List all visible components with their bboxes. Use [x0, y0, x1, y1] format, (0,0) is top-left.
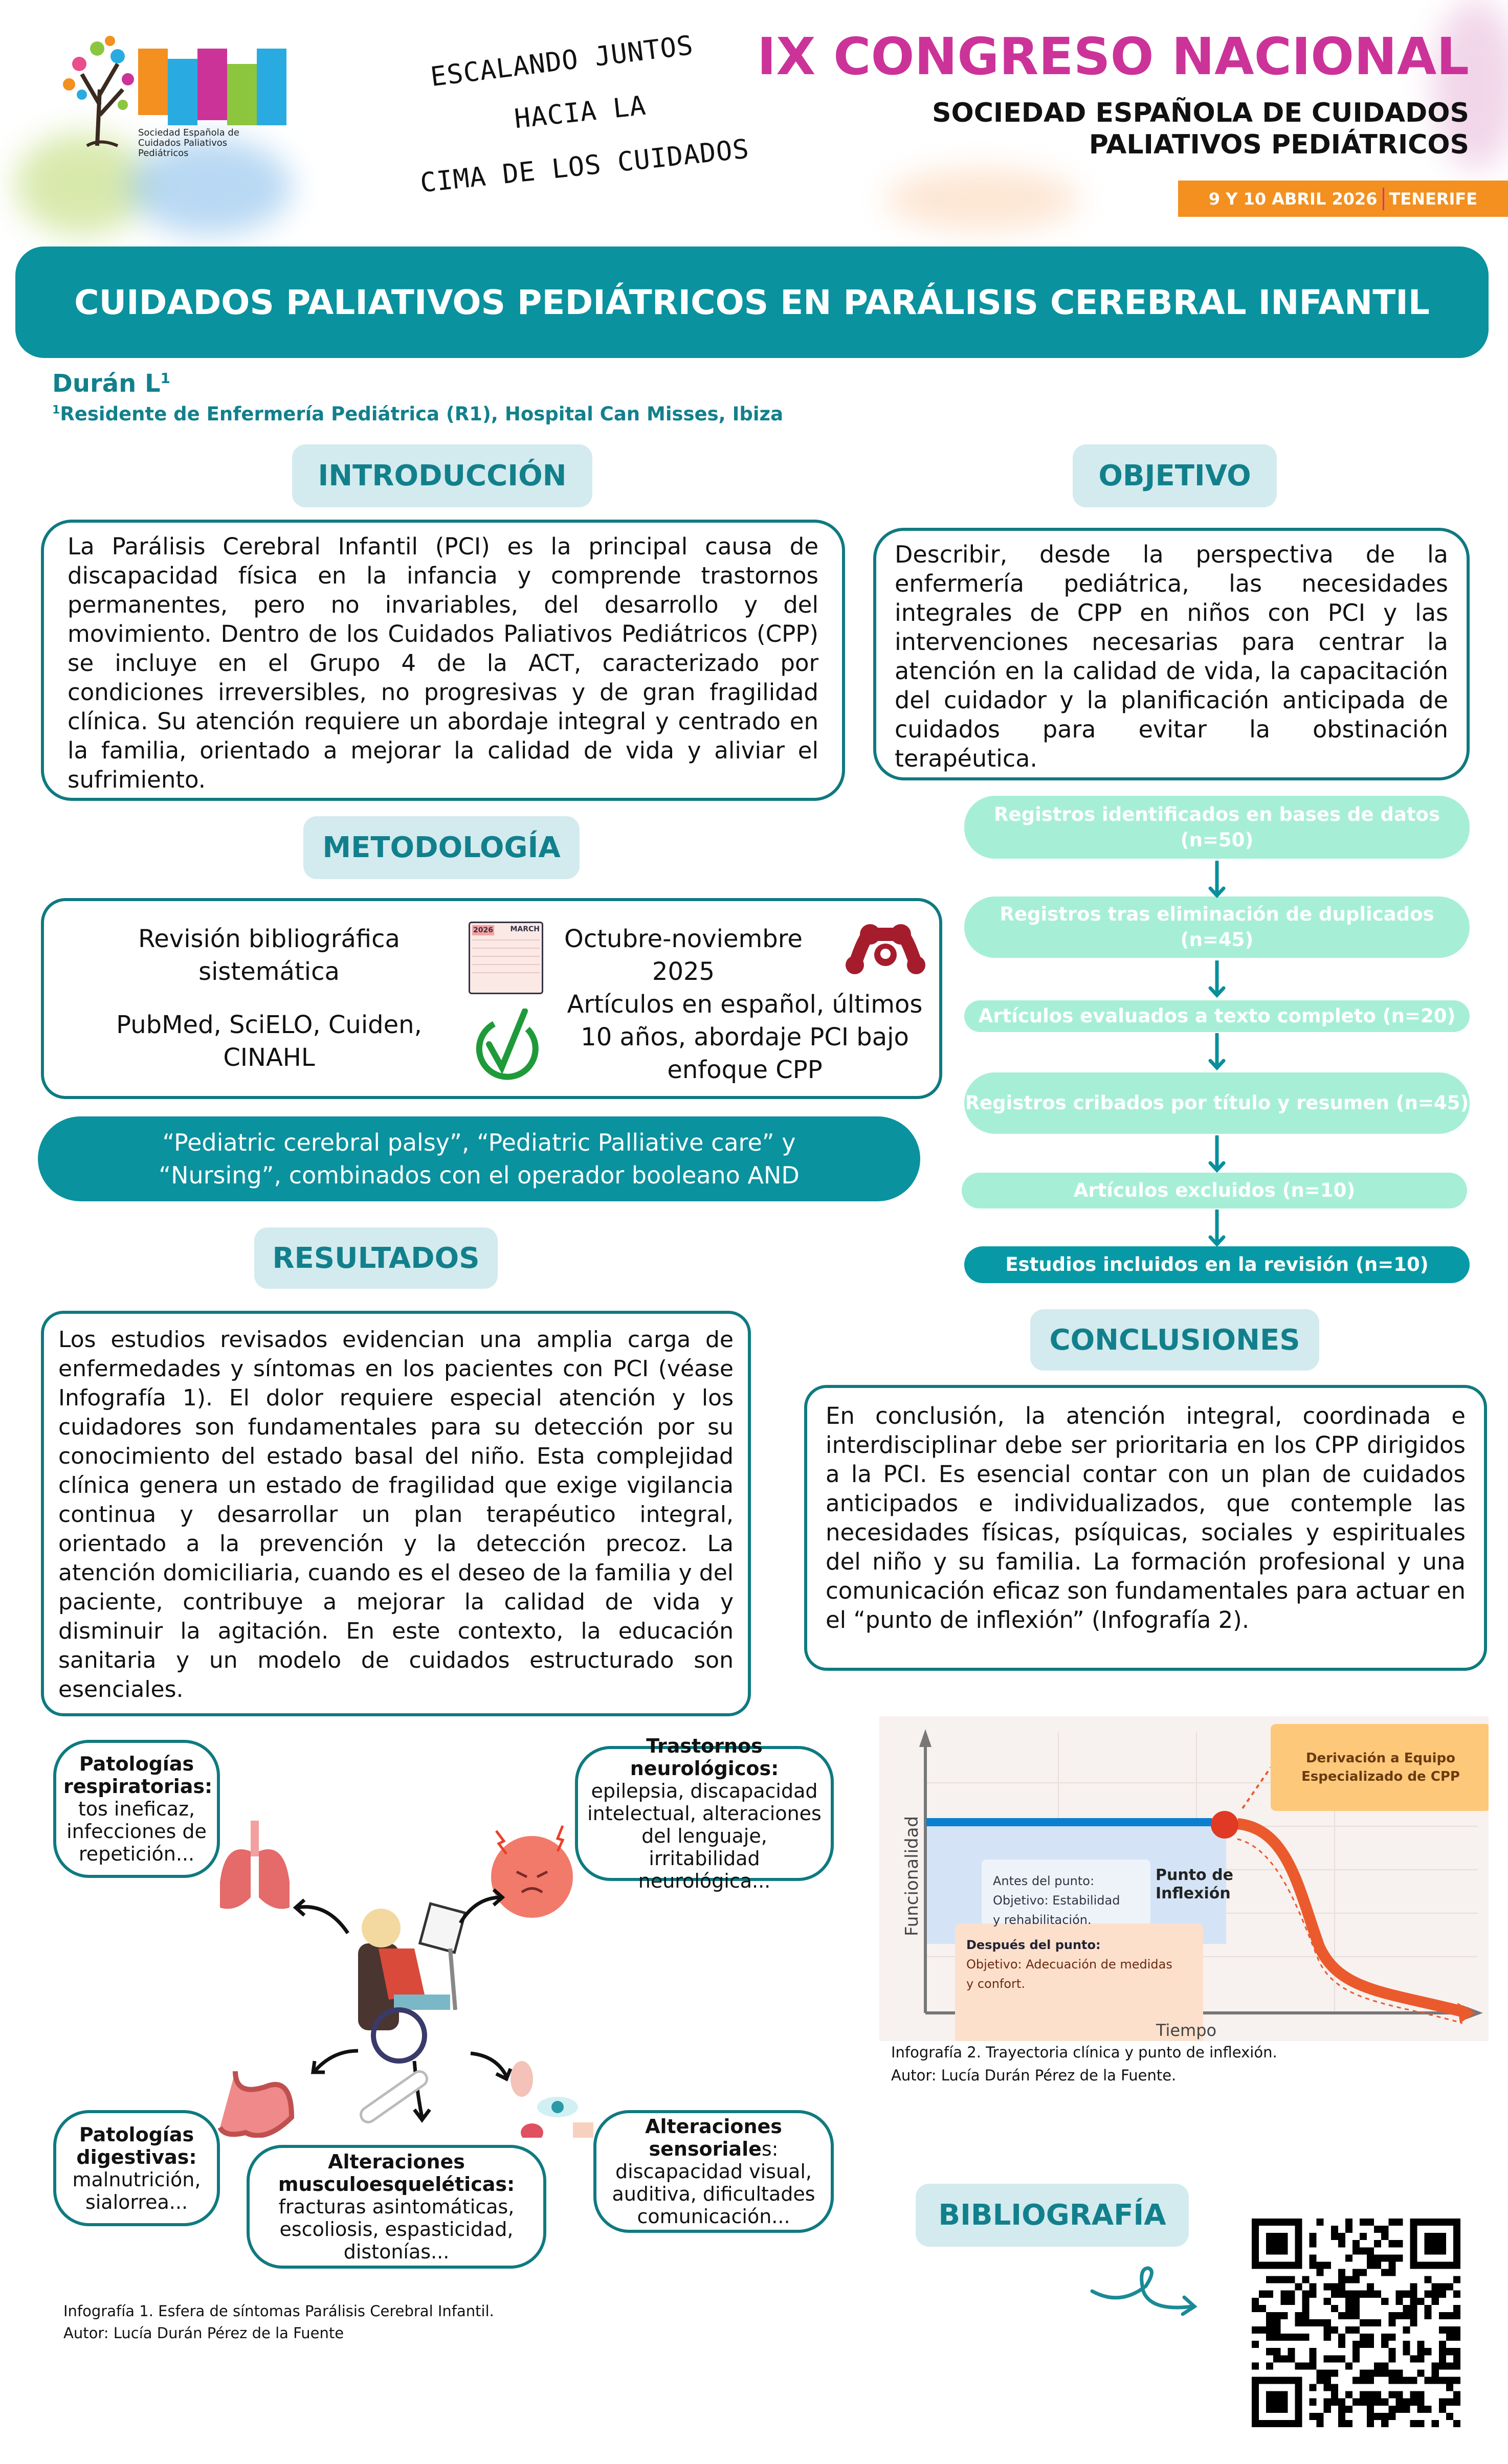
lungs-icon	[220, 1821, 290, 1909]
author-text: Durán L	[52, 369, 161, 398]
derivacion-line: Derivación a Equipo	[1305, 1751, 1456, 1766]
symptom-title-rest: s:	[761, 2138, 779, 2160]
period: Octubre-noviembre 2025	[564, 925, 803, 986]
date-text: 9 Y 10 ABRIL 2026	[1208, 189, 1378, 209]
point-label	[1156, 1866, 1233, 1902]
derivacion-line: Especializado de CPP	[1301, 1769, 1460, 1784]
point-label-line: Inflexión	[1156, 1885, 1231, 1902]
section-heading-introduccion: INTRODUCCIÓN	[292, 444, 592, 507]
divider	[1383, 188, 1384, 210]
society-line: PALIATIVOS PEDIÁTRICOS	[1089, 129, 1469, 160]
mendeley-icon	[845, 924, 926, 975]
symptom-text: tos ineficaz, infecciones de repetición...	[66, 1798, 207, 1865]
review-type: Revisión bibliográfica sistemática	[138, 925, 400, 986]
section-heading-conclusiones: CONCLUSIONES	[1030, 1309, 1319, 1371]
tagline-line: HACIA LA	[513, 90, 648, 135]
symptom-musculoesqueleticas	[247, 2145, 546, 2269]
x-axis-label: Tiempo	[1156, 2021, 1217, 2040]
qr-code[interactable]	[1252, 2219, 1460, 2427]
keywords-pill: “Pediatric cerebral palsy”, “Pediatric Palliative care” y “Nursing”, combinados con el operador booleano AND	[38, 1116, 920, 1201]
symptom-title: Trastornos neurológicos:	[630, 1735, 779, 1780]
check-circle-icon	[474, 1009, 540, 1080]
tagline-line: CIMA DE LOS CUIDADOS	[418, 133, 751, 199]
objetivo-text: Describir, desde la perspectiva de la enfermería pediátrica, las necesidades integrales de CPP en niños con PCI y las intervenciones necesarias para centrar la atención en la calidad de vida, la capacitación del cuidador y la planificación anticipada de cuidados para evitar la obstinación terapéutica.	[895, 541, 1448, 772]
flow-step: Registros identificados en bases de datos (n=50)	[964, 796, 1470, 859]
affiliation-sup: 1	[52, 404, 60, 417]
symptom-title: Patologías digestivas:	[76, 2123, 197, 2168]
section-heading-objetivo: OBJETIVO	[1073, 444, 1277, 507]
resultados-box	[41, 1311, 751, 1716]
resultados-text: Los estudios revisados evidencian una amplia carga de enfermedades y síntomas en los pacientes con PCI (véase Infografía 1). El dolor requiere especial atención y los cuidadores son fundamentales para su detección por su conocimiento del estado basal del niño. Esta complejidad clínica genera un estado de fragilidad que exige vigilancia continua y desarrollar un plan terapéutico integral, orientado a la prevención y la detección precoz. La atención domiciliaria, cuando es el deseo de la familia y del paciente, contribuye a mejorar la calidad de vida y disminuir la agitación. En este contexto, la educación sanitaria y un modelo de cuidados estructurado son esenciales.	[58, 1327, 734, 1703]
society-name	[932, 97, 1469, 161]
flow-step: Artículos evaluados a texto completo (n=20)	[964, 1000, 1470, 1032]
symptom-title: Alteraciones musculoesqueléticas:	[278, 2151, 515, 2196]
arrow-down-icon	[1208, 1209, 1226, 1247]
despues-line: Después del punto:	[966, 1938, 1101, 1952]
symptom-digestivas	[53, 2110, 220, 2226]
society-line: SOCIEDAD ESPAÑOLA DE CUIDADOS	[932, 98, 1469, 128]
arrow-down-icon	[1208, 1033, 1226, 1071]
symptom-text: discapacidad visual, auditiva, dificultades comunicación...	[612, 2160, 815, 2228]
flow-step-final: Estudios incluidos en la revisión (n=10)	[964, 1246, 1470, 1283]
infografia2-trajectory-chart	[879, 1716, 1489, 2041]
objetivo-box	[873, 528, 1470, 780]
flow-step: Registros tras eliminación de duplicados (n=45)	[964, 897, 1470, 958]
stomach-icon	[220, 2071, 292, 2136]
author-affiliation	[52, 403, 783, 425]
child-wheelchair-icon	[332, 1902, 486, 2061]
arrow-down-icon	[1208, 861, 1226, 899]
title-banner	[15, 247, 1489, 358]
logo-subtitle: Sociedad Española de Cuidados Paliativos Pediátricos	[138, 127, 239, 159]
symptom-title: Patologías respiratorias:	[63, 1753, 213, 1798]
inclusion-criteria: Artículos en español, últimos 10 años, abordaje PCI bajo enfoque CPP	[567, 990, 923, 1084]
bone-icon	[353, 2069, 435, 2125]
place-text: TENERIFE	[1389, 189, 1478, 209]
databases: PubMed, SciELO, Cuiden, CINAHL	[116, 1011, 422, 1072]
symptom-respiratorias	[53, 1740, 220, 1878]
conclusiones-text: En conclusión, la atención integral, coordinada e interdisciplinar debe ser prioritaria en los CPP dirigidos a la PCI. Es esencial contar con un plan de cuidados anticipados e individualizados, que contemple las necesidades físicas, psíquicas, sociales y espirituales del niño y su familia. La formación profesional y una comunicación eficaz son fundamentales para actuar en el “punto de inflexión” (Infografía 2).	[826, 1402, 1466, 1633]
author-name	[52, 369, 170, 398]
congress-title: IX CONGRESO NACIONAL	[757, 27, 1469, 86]
infografia1-author: Autor: Lucía Durán Pérez de la Fuente	[63, 2324, 344, 2342]
despues-line: Objetivo: Adecuación de medidas	[966, 1957, 1172, 1972]
introduccion-box	[41, 520, 845, 801]
date-badge	[1178, 181, 1508, 217]
despues-line: y confort.	[966, 1977, 1025, 1991]
infografia1-caption: Infografía 1. Esfera de síntomas Parálisis Cerebral Infantil.	[63, 2302, 494, 2320]
brain-icon	[491, 1826, 573, 1918]
flow-step: Registros cribados por título y resumen (n=45)	[964, 1072, 1470, 1134]
inflection-point	[1211, 1811, 1238, 1839]
tagline-line: ESCALANDO JUNTOS	[429, 30, 695, 93]
symptom-title: Alteraciones sensoriale	[645, 2115, 782, 2160]
point-label-line: Punto de	[1156, 1866, 1233, 1884]
affiliation-text: Residente de Enfermería Pediátrica (R1), Hospital Can Misses, Ibiza	[60, 403, 784, 425]
calendar-year: 2026	[473, 926, 493, 934]
calendar-month: MARCH	[510, 925, 540, 933]
symptom-text: malnutrición, sialorrea...	[72, 2168, 201, 2213]
curly-arrow-icon	[1090, 2260, 1207, 2327]
section-heading-resultados: RESULTADOS	[254, 1227, 498, 1289]
decor-splash	[885, 169, 1079, 230]
symptom-text: fracturas asintomáticas, escoliosis, espasticidad, distonías...	[278, 2196, 515, 2263]
symptom-text: epilepsia, discapacidad intelectual, alteraciones del lenguaje, irritabilidad neurológica...	[587, 1780, 822, 1892]
arrow-down-icon	[1208, 960, 1226, 998]
y-axis-label: Funcionalidad	[902, 1816, 922, 1936]
conclusiones-box	[804, 1385, 1487, 1671]
symptom-sensoriales	[593, 2110, 834, 2233]
introduccion-text: La Parálisis Cerebral Infantil (PCI) es la principal causa de discapacidad física en la infancia y comprende trastornos permanentes, pero no invariables, del desarrollo y del movimiento. Dentro de los Cuidados Paliativos Pediátricos (CPP) se incluye en el Grupo 4 de la ACT, caracterizado por condiciones irreversibles, no progresivas y de gran fragilidad clínica. Su atención requiere un abordaje integral y centrado en la familia, orientado a mejorar la calidad de vida y aliviar el sufrimiento.	[68, 533, 818, 793]
flow-step: Artículos excluidos (n=10)	[962, 1173, 1467, 1208]
metodologia-box	[41, 898, 942, 1099]
calendar-icon	[469, 922, 543, 994]
author-sup: 1	[160, 370, 171, 387]
poster-title: CUIDADOS PALIATIVOS PEDIÁTRICOS EN PARÁLISIS CEREBRAL INFANTIL	[74, 282, 1430, 322]
arrow-down-icon	[1208, 1135, 1226, 1173]
infografia2-author: Autor: Lucía Durán Pérez de la Fuente.	[891, 2067, 1177, 2084]
section-heading-bibliografia: BIBLIOGRAFÍA	[916, 2184, 1189, 2247]
section-heading-metodologia: METODOLOGÍA	[303, 816, 580, 879]
antes-line: Antes del punto:	[993, 1874, 1095, 1888]
tree-icon	[51, 28, 143, 151]
infografia2-caption: Infografía 2. Trayectoria clínica y punto de inflexión.	[891, 2044, 1277, 2061]
antes-line: Objetivo: Estabilidad	[993, 1893, 1120, 1908]
antes-line: y rehabilitación.	[993, 1913, 1092, 1927]
logo-wordmark	[138, 49, 286, 125]
pedpal-logo	[51, 28, 276, 159]
senses-icon	[511, 2061, 593, 2138]
